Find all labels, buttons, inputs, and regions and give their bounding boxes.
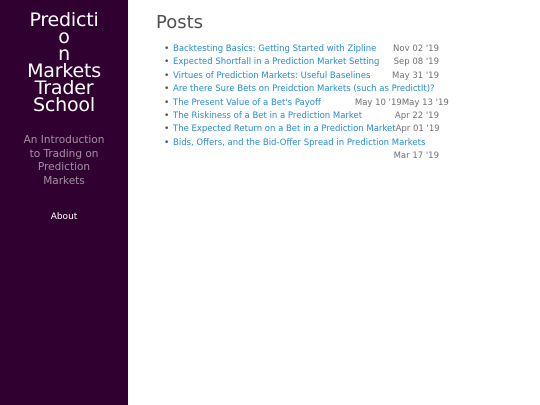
post-date: Mar 17 '19 (393, 151, 439, 162)
post-item (156, 137, 439, 164)
post-item (156, 43, 439, 56)
bullet-icon: • (164, 137, 170, 148)
post-link[interactable]: Bids, Offers, and the Bid-Offer Spread in Prediction Markets (173, 137, 426, 148)
post-link[interactable]: The Riskiness of a Bet in a Prediction Market (173, 111, 363, 122)
bullet-icon: • (164, 57, 170, 68)
post-link[interactable]: Virtues of Prediction Markets: Useful Baselines (173, 70, 371, 81)
post-item (156, 97, 449, 110)
post-date: Apr 01 '19 (395, 124, 440, 135)
nav-link-about[interactable]: About (50, 212, 78, 222)
bullet-icon: • (164, 111, 170, 122)
bullet-icon: • (164, 97, 170, 108)
post-link[interactable]: The Present Value of a Bet's Payoff (173, 97, 321, 108)
post-item (156, 70, 439, 83)
site-title-line[interactable]: Trader (34, 77, 94, 99)
post-item (156, 56, 439, 69)
sidebar (0, 0, 128, 405)
post-list (156, 43, 449, 164)
bullet-icon: • (164, 124, 170, 135)
site-title-line[interactable]: Markets (27, 60, 101, 82)
post-link[interactable]: Expected Shortfall in a Prediction Market Setting (173, 57, 380, 68)
site-title[interactable] (0, 9, 128, 116)
post-date: Nov 02 '19 (393, 44, 439, 54)
post-date: Apr 22 '19 (394, 111, 439, 122)
post-item (156, 110, 439, 123)
post-link[interactable]: The Expected Return on a Bet in a Prediction Market (173, 124, 396, 135)
page-title: Posts (156, 12, 204, 33)
post-link[interactable]: Backtesting Basics: Getting Started with Zipline (173, 44, 377, 54)
site-title-line[interactable]: School (33, 94, 95, 116)
post-item (156, 83, 439, 96)
post-item (156, 123, 439, 136)
bullet-icon: • (164, 84, 170, 95)
post-date: Sep 08 '19 (393, 57, 439, 68)
post-date: May 10 '19 (354, 97, 402, 108)
site-title-line[interactable]: n (58, 43, 70, 65)
post-link[interactable]: Are there Sure Bets on Preidction Markets (such as PredictIt)? (173, 84, 435, 95)
post-date: May 31 '19 (392, 70, 439, 81)
bullet-icon: • (164, 44, 170, 54)
sidebar-nav (0, 204, 128, 223)
main-content (156, 0, 540, 164)
site-tagline: An Introduction to Trading on Prediction Markets (23, 134, 105, 187)
site-title-line[interactable]: Predictio (29, 9, 99, 48)
post-date: May 13 '19 (401, 97, 449, 108)
bullet-icon: • (164, 70, 170, 81)
